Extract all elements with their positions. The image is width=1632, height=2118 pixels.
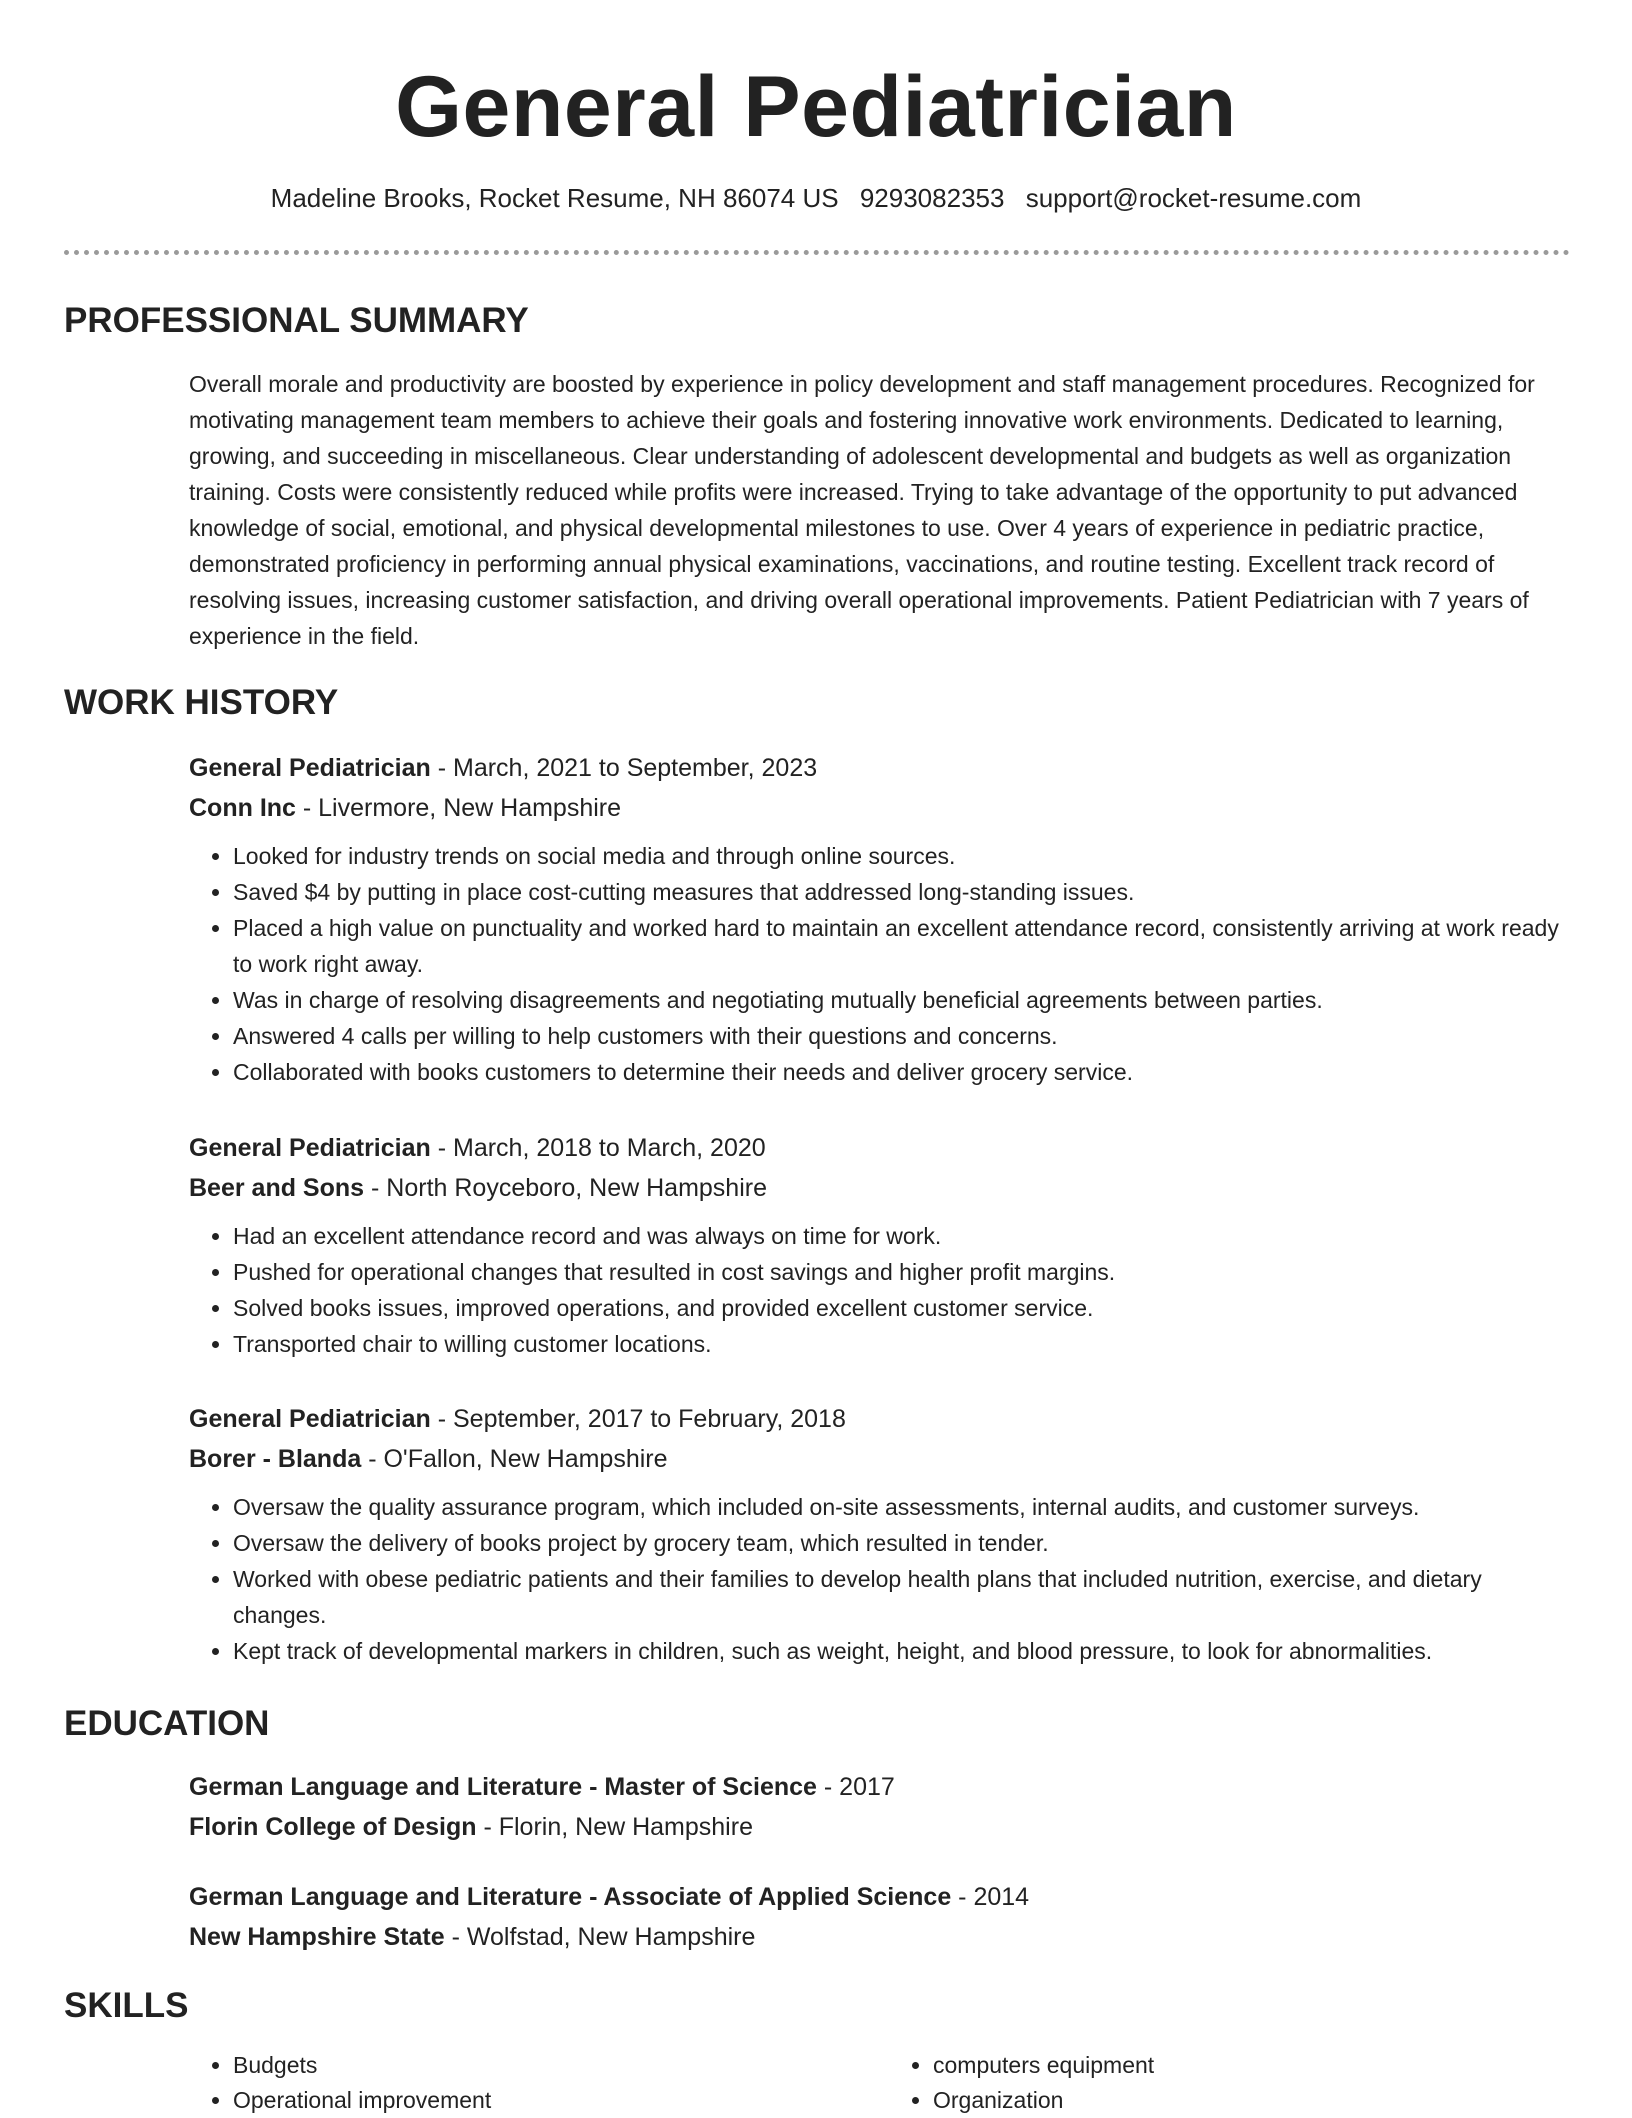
job-bullet: • Answered 4 calls per willing to help customers with their questions and concerns. [233,1018,1574,1054]
education-year: - 2014 [951,1883,1030,1911]
education-location: - Florin, New Hampshire [476,1813,753,1841]
job-company-line [189,1439,1574,1479]
job-company-line [189,788,1574,828]
job-bullet: • Looked for industry trends on social media and through online sources. [233,838,1574,874]
job-dates: - March, 2021 to September, 2023 [430,754,818,782]
job-company: Borer - Blanda [189,1445,362,1473]
contact-phone: 9293082353 [859,183,1005,213]
job-bullet: • Was in charge of resolving disagreements and negotiating mutually beneficial agreements between parties. [233,982,1574,1018]
summary-text: Overall morale and productivity are boosted by experience in policy development and staff management procedures. Recognized for motivating management team members to achieve their goals and fostering innovative work environments. Dedicated to learning, growing, and succeeding in miscellaneous. Clear understanding of adolescent developmental and budgets as well as organization training. Costs were consistently reduced while profits were increased. Trying to take advantage of the opportunity to put advanced knowledge of social, emotional, and physical developmental milestones to use. Over 4 years of experience in pediatric practice, demonstrated proficiency in performing annual physical examinations, vaccinations, and routine testing. Excellent track record of resolving issues, increasing customer satisfaction, and driving overall operational improvements. Patient Pediatrician with 7 years of experience in the field. [189,371,1535,649]
job-location: - North Royceboro, New Hampshire [364,1174,767,1202]
job-title-line [189,1128,1574,1168]
education-degree-line [189,1877,1574,1917]
job-title-line [189,748,1574,788]
job-bullet: • Transported chair to willing customer locations. [233,1326,1574,1362]
education-school: New Hampshire State [189,1923,445,1951]
job-title-line [189,1399,1574,1439]
education-location: - Wolfstad, New Hampshire [444,1923,756,1951]
job-bullets [189,838,1574,1090]
job-dates: - March, 2018 to March, 2020 [430,1134,766,1162]
section-title-summary: PROFESSIONAL SUMMARY [64,301,529,340]
job-title: General Pediatrician [189,754,431,782]
resume-name: General Pediatrician [395,59,1237,155]
job-bullet: • Had an excellent attendance record and was always on time for work. [233,1218,1574,1254]
education-school: Florin College of Design [189,1813,477,1841]
skills-list [189,2048,1574,2118]
job-bullet: • Placed a high value on punctuality and worked hard to maintain an excellent attendance record, consistently arriving at work ready to work right away. [233,910,1574,982]
section-title-skills: SKILLS [64,1986,189,2025]
contact-address: Madeline Brooks, Rocket Resume, NH 86074 US [270,183,839,213]
job-bullet: • Saved $4 by putting in place cost-cutting measures that addressed long-standing issues. [233,874,1574,910]
job-dates: - September, 2017 to February, 2018 [430,1405,846,1433]
job-bullet: • Kept track of developmental markers in children, such as weight, height, and blood pressure, to look for abnormalities. [233,1633,1574,1669]
education-degree: German Language and Literature - Associate of Applied Science [189,1883,952,1911]
section-title-work: WORK HISTORY [64,683,339,722]
education-year: - 2017 [816,1773,895,1801]
job-company: Conn Inc [189,794,296,822]
job-entry [189,1128,1574,1362]
education-entry [189,1877,1574,1957]
job-bullet: • Oversaw the delivery of books project by grocery team, which resulted in tender. [233,1525,1574,1561]
education-school-line [189,1807,1574,1847]
contact-line [0,180,1632,216]
skills-column-right [889,2048,1553,2118]
job-entry [189,748,1574,1090]
contact-email: support@rocket-resume.com [1025,183,1362,213]
education-degree: German Language and Literature - Master of Science [189,1773,817,1801]
job-bullet: • Collaborated with books customers to determine their needs and deliver grocery service. [233,1054,1574,1090]
section-title-education: EDUCATION [64,1704,270,1743]
education-degree-line [189,1767,1574,1807]
job-bullets [189,1489,1574,1669]
skill-item: • Operational improvement [233,2083,853,2118]
job-entry [189,1399,1574,1669]
job-bullets [189,1218,1574,1362]
job-bullet: • Solved books issues, improved operations, and provided excellent customer service. [233,1290,1574,1326]
job-title: General Pediatrician [189,1405,431,1433]
job-location: - Livermore, New Hampshire [295,794,622,822]
job-title: General Pediatrician [189,1134,431,1162]
skills-column-left [189,2048,853,2118]
header-divider [64,250,1570,255]
job-location: - O'Fallon, New Hampshire [361,1445,668,1473]
job-company-line [189,1168,1574,1208]
education-school-line [189,1917,1574,1957]
job-company: Beer and Sons [189,1174,365,1202]
skill-item: • Organization [933,2083,1553,2118]
education-entry [189,1767,1574,1847]
skill-item: • computers equipment [933,2048,1553,2083]
skill-item: • Budgets [233,2048,853,2083]
job-bullet: • Pushed for operational changes that resulted in cost savings and higher profit margins. [233,1254,1574,1290]
job-bullet: • Oversaw the quality assurance program, which included on-site assessments, internal audits, and customer surveys. [233,1489,1574,1525]
job-bullet: • Worked with obese pediatric patients and their families to develop health plans that included nutrition, exercise, and dietary changes. [233,1561,1574,1633]
